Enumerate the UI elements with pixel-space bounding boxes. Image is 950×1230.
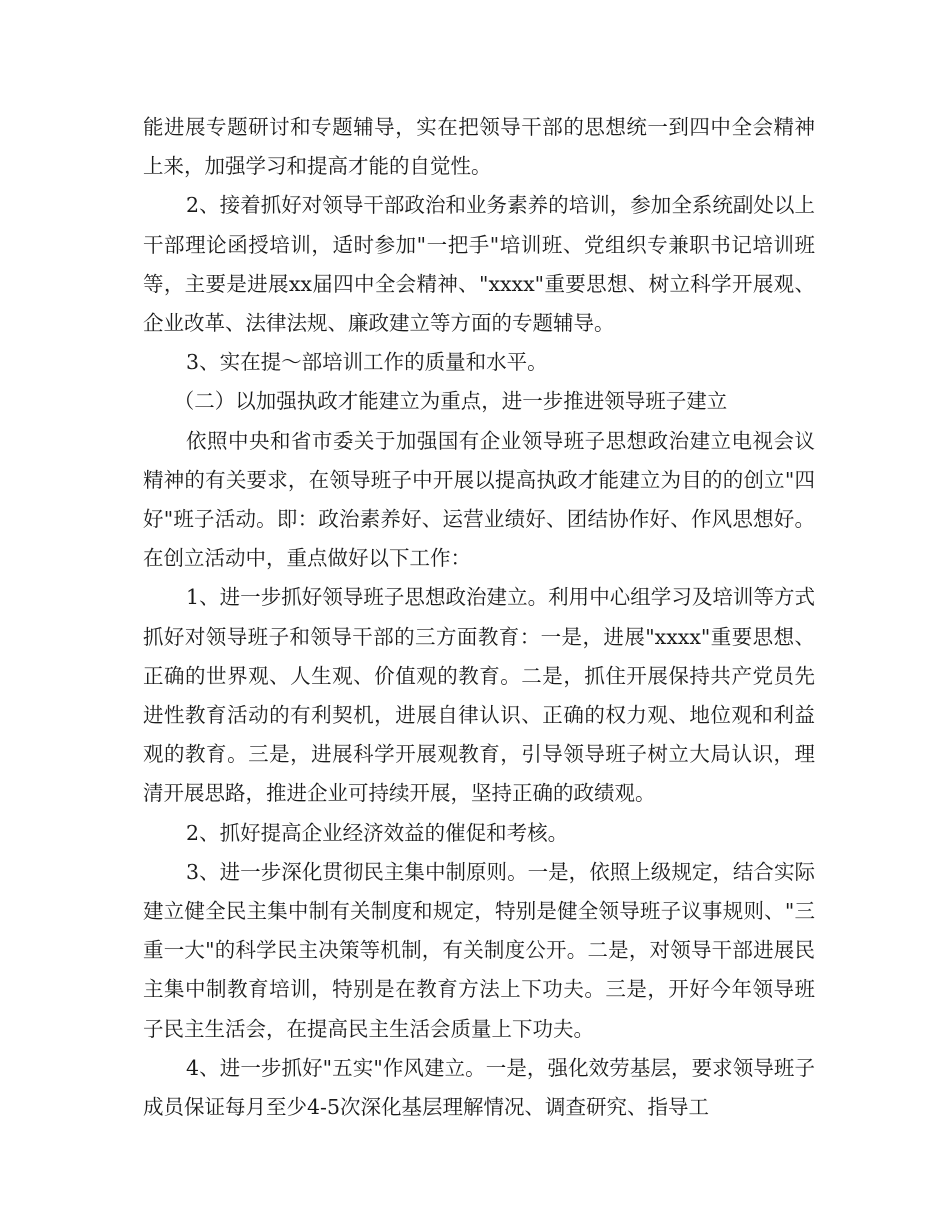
section-heading-2: （二）以加强执政才能建立为重点，进一步推进领导班子建立 (173, 389, 728, 414)
paragraph-item-3-democracy: 3、进一步深化贯彻民主集中制原则。一是，依照上级规定，结合实际建立健全民主集中制有关制度和规定，特别是健全领导班子议事规则、"三重一大"的科学民主决策等机制，有关制度公开。二是，对领导干部进展民主集中制教育培训，特别是在教育方法上下功夫。三是，开好今年领导班子民主生活会，在提高民主生活会质量上下功夫。 (143, 859, 815, 1041)
paragraph-item-2-training: 2、接着抓好对领导干部政治和业务素养的培训，参加全系统副处以上干部理论函授培训，适时参加"一把手"培训班、党组织专兼职书记培训班等，主要是进展xx届四中全会精神、"xxxx"重要思想、树立科学开展观、企业改革、法律法规、廉政建立等方面的专题辅导。 (143, 193, 815, 336)
paragraph-continuation: 能进展专题研讨和专题辅导，实在把领导干部的思想统一到四中全会精神上来，加强学习和提高才能的自觉性。 (143, 115, 815, 179)
document-body (143, 108, 815, 1127)
paragraph-item-1-ideology: 1、进一步抓好领导班子思想政治建立。利用中心组学习及培训等方式抓好对领导班子和领导干部的三方面教育：一是，进展"xxxx"重要思想、正确的世界观、人生观、价值观的教育。二是，抓住开展保持共产党员先进性教育活动的有利契机，进展自律认识、正确的权力观、地位观和利益观的教育。三是，进展科学开展观教育，引导领导班子树立大局认识，理清开展思路，推进企业可持续开展，坚持正确的政绩观。 (143, 585, 815, 806)
paragraph-item-2-assessment: 2、抓好提高企业经济效益的催促和考核。 (186, 820, 569, 845)
paragraph-item-3-quality: 3、实在提～部培训工作的质量和水平。 (186, 350, 548, 375)
paragraph-section-intro: 依照中央和省市委关于加强国有企业领导班子思想政治建立电视会议精神的有关要求，在领导班子中开展以提高执政才能建立为目的的创立"四好"班子活动。即：政治素养好、运营业绩好、团结协作好、作风思想好。在创立活动中，重点做好以下工作： (143, 428, 815, 571)
paragraph-item-4-style: 4、进一步抓好"五实"作风建立。一是，强化效劳基层，要求领导班子成员保证每月至少4-5次深化基层理解情况、调查研究、指导工 (143, 1055, 815, 1120)
